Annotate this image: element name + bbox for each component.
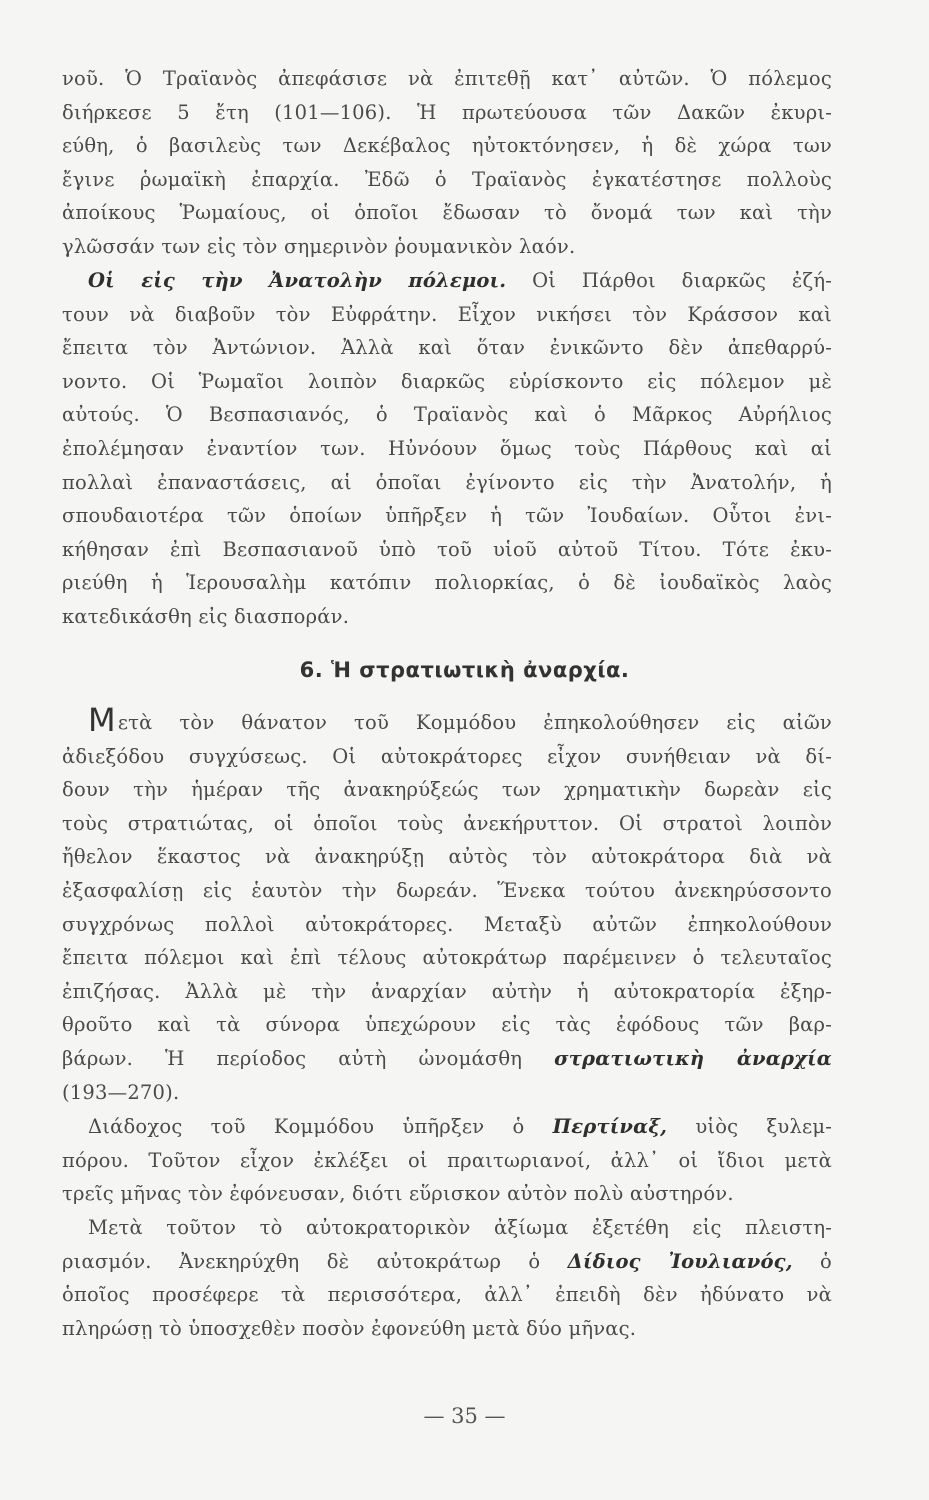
text-line: νοντο. Οἱ Ῥωμαῖοι λοιπὸν διαρκῶς εὑρίσκοντο εἰς πόλεμον μὲ (62, 369, 832, 393)
text-span: ριασμόν. Ἀνεκηρύχθη δὲ αὐτοκράτωρ ὁ (62, 1249, 541, 1273)
section-title: 6. Ἡ στρατιωτικὴ ἀναρχία. (299, 658, 630, 682)
text-line: τουν νὰ διαβοῦν τὸν Εὐφράτην. Εἶχον νικήσει τὸν Κράσσον καὶ (62, 302, 832, 326)
text-line: πολλαὶ ἐπαναστάσεις, αἱ ὁποῖαι ἐγίνοντο εἰς τὴν Ἀνατολήν, ἡ (62, 470, 832, 494)
text-line (62, 1110, 832, 1144)
text-line: ἔπειτα πόλεμοι καὶ ἐπὶ τέλους αὐτοκράτωρ παρέμεινεν ὁ τελευταῖος (62, 946, 832, 970)
paragraph-didius-julianus (62, 1211, 832, 1345)
text-line: ἔπειτα τὸν Ἀντώνιον. Ἀλλὰ καὶ ὅταν ἐνικῶντο δὲν ἀπεθαρρύ- (62, 336, 832, 360)
text-line: θροῦτο καὶ τὰ σύνορα ὑπεχώρουν εἰς τὰς ἐφόδους τῶν βαρ- (62, 1013, 832, 1037)
paragraph-heading: Οἱ εἰς τὴν Ἀνατολὴν πόλεμοι. (88, 269, 507, 292)
text-line: ὁποῖος προσέφερε τὰ περισσότερα, ἀλλ᾿ ἐπειδὴ δὲν ἠδύνατο νὰ (62, 1283, 832, 1307)
text-line (62, 264, 832, 298)
text-line: ἀποίκους Ῥωμαίους, οἱ ὁποῖοι ἔδωσαν τὸ ὄνομά των καὶ τὴν (62, 201, 832, 225)
text-span: υἱὸς ξυλεμ- (695, 1115, 832, 1138)
text-line: ριεύθη ἡ Ἱερουσαλὴμ κατόπιν πολιορκίας, ὁ δὲ ἰουδαϊκὸς λαὸς (62, 571, 832, 595)
paragraph-dacian-war (62, 62, 832, 264)
text-line: ἀδιεξόδου συγχύσεως. Οἱ αὐτοκράτορες εἶχον συνήθειαν νὰ δί- (62, 744, 832, 768)
text-line: ἤθελον ἕκαστος νὰ ἀνακηρύξῃ αὐτὸς τὸν αὐτοκράτορα διὰ νὰ (62, 845, 832, 869)
text-line: δουν τὴν ἡμέραν τῆς ἀνακηρύξεώς των χρηματικὴν δωρεὰν εἰς (62, 778, 832, 802)
text-line: (193—270). (62, 1080, 180, 1104)
emphasized-name: Περτίναξ, (552, 1115, 668, 1138)
text-line: σπουδαιοτέρα τῶν ὁποίων ὑπῆρξεν ἡ τῶν Ἰουδαίων. Οὗτοι ἐνι- (62, 504, 832, 528)
text-line: γλῶσσάν των εἰς τὸν σημερινὸν ῥουμανικὸν λαόν. (62, 234, 576, 258)
text-line (62, 706, 832, 740)
text-span: ετὰ τὸν θάνατον τοῦ Κομμόδου ἐπηκολούθησεν εἰς αἰῶν (117, 711, 832, 734)
text-line: διήρκεσε 5 ἔτη (101—106). Ἡ πρωτεύουσα τῶν Δακῶν ἐκυρι- (62, 100, 832, 124)
text-line: νοῦ. Ὁ Τραϊανὸς ἀπεφάσισε νὰ ἐπιτεθῇ κατ᾿ αὐτῶν. Ὁ πόλεμος (62, 67, 832, 90)
text-span: βάρων. Ἡ περίοδος αὐτὴ ὠνομάσθη (62, 1046, 523, 1070)
text-line (62, 1042, 832, 1076)
text-span: ὁ (820, 1249, 832, 1273)
emphasized-name: Δίδιος Ἰουλιανός, (567, 1249, 793, 1273)
text-line: πληρώσῃ τὸ ὑποσχεθὲν ποσὸν ἐφονεύθη μετὰ δύο μῆνας. (62, 1316, 637, 1340)
text-line (62, 1245, 832, 1279)
text-line: αὐτούς. Ὁ Βεσπασιανός, ὁ Τραϊανὸς καὶ ὁ Μᾶρκος Αὐρήλιος (62, 403, 832, 427)
text-line: τοὺς στρατιώτας, οἱ ὁποῖοι τοὺς ἀνεκήρυττον. Οἱ στρατοὶ λοιπὸν (62, 811, 832, 835)
drop-cap: Μ (88, 706, 116, 739)
text-line: ἐπιζήσας. Ἀλλὰ μὲ τὴν ἀναρχίαν αὐτὴν ἡ αὐτοκρατορία ἐξηρ- (62, 979, 832, 1003)
text-line: πόρου. Τοῦτον εἶχον ἐκλέξει οἱ πραιτωριανοί, ἀλλ᾿ οἱ ἴδιοι μετὰ (62, 1148, 832, 1172)
text-line: συγχρόνως πολλοὶ αὐτοκράτορες. Μεταξὺ αὐτῶν ἐπηκολούθουν (62, 912, 832, 936)
text-line: Μετὰ τοῦτον τὸ αὐτοκρατορικὸν ἀξίωμα ἐξετέθη εἰς πλειστη- (88, 1216, 832, 1239)
text-line: ἐξασφαλίσῃ εἰς ἑαυτὸν τὴν δωρεάν. Ἕνεκα τούτου ἀνεκηρύσσοντο (62, 878, 832, 902)
paragraph-eastern-wars (62, 264, 832, 634)
paragraph-pertinax (62, 1110, 832, 1211)
text-line: εύθη, ὁ βασιλεὺς των Δεκέβαλος ηὐτοκτόνησεν, ἡ δὲ χώρα των (62, 134, 832, 158)
page-number: — 35 — (423, 1404, 506, 1428)
text-line: κατεδικάσθη εἰς διασποράν. (62, 604, 350, 628)
emphasized-term: στρατιωτικὴ ἀναρχία (554, 1046, 832, 1070)
text-span: Οἱ Πάρθοι διαρκῶς ἐζή- (532, 269, 832, 292)
text-line: ἐπολέμησαν ἐναντίον των. Ηὐνόουν ὅμως τοὺς Πάρθους καὶ αἱ (62, 436, 832, 460)
text-span: Διάδοχος τοῦ Κομμόδου ὑπῆρξεν ὁ (88, 1115, 525, 1138)
text-line: τρεῖς μῆνας τὸν ἐφόνευσαν, διότι εὕρισκον αὐτὸν πολὺ αὐστηρόν. (62, 1182, 734, 1206)
text-line: κήθησαν ἐπὶ Βεσπασιανοῦ ὑπὸ τοῦ υἱοῦ αὐτοῦ Τίτου. Τότε ἐκυ- (62, 537, 832, 561)
paragraph-military-anarchy (62, 706, 832, 1109)
text-line: ἔγινε ῥωμαϊκὴ ἐπαρχία. Ἐδῶ ὁ Τραϊανὸς ἐγκατέστησε πολλοὺς (62, 167, 832, 191)
